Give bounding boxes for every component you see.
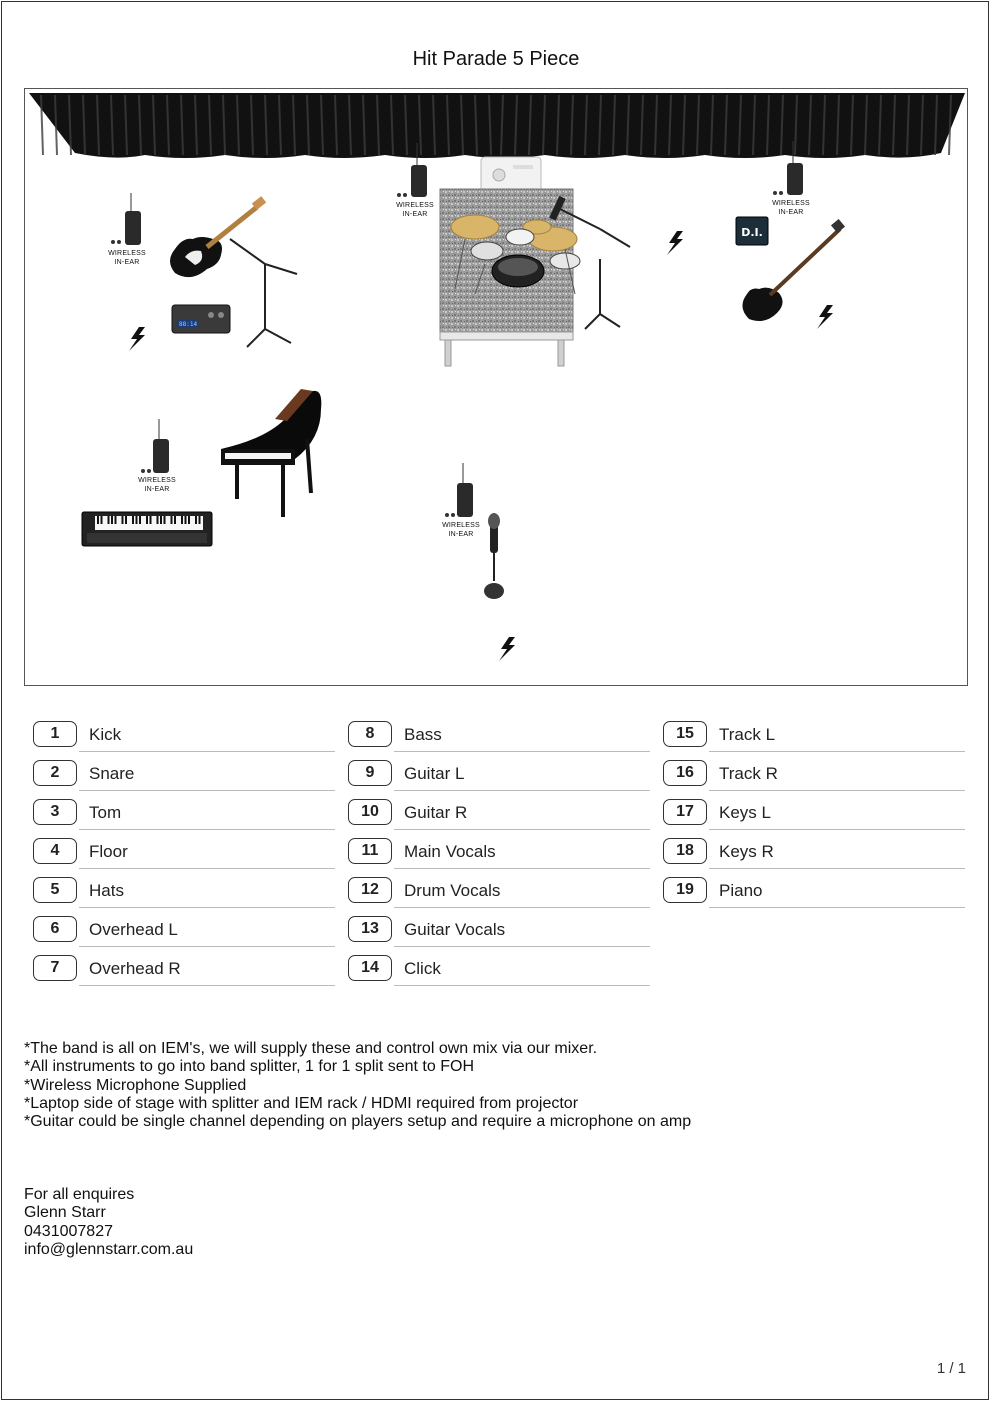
mic-stand-guitar [230,239,297,347]
contact-block [24,1186,193,1259]
channel-number: 17 [663,799,707,825]
channel-number: 4 [33,838,77,864]
projector [481,157,541,193]
channel-row [663,799,965,838]
power-icon [129,327,145,351]
iem-pack-guitar [111,193,141,245]
channel-name: Track L [719,725,776,744]
iem-label-vocals: WIRELESS IN-EAR [442,522,480,538]
channel-name: Hats [89,881,124,900]
iem-label-drums: WIRELESS IN-EAR [396,202,434,218]
channel-row [33,799,335,838]
channel-number: 7 [33,955,77,981]
channel-number: 13 [348,916,392,942]
curtain [29,93,965,158]
channel-name: Tom [89,803,122,822]
channel-number: 15 [663,721,707,747]
channel-number: 5 [33,877,77,903]
channel-name: Piano [719,881,763,900]
channel-row [348,799,650,838]
channel-row [348,838,650,877]
channel-name: Click [404,959,441,978]
channel-name: Kick [89,725,122,744]
page-number: 1 / 1 [936,1360,966,1377]
channel-column-3 [663,721,965,916]
channel-number: 14 [348,955,392,981]
electric-guitar [170,196,266,277]
contact-email: info@glennstarr.com.au [24,1240,194,1258]
channel-row [33,760,335,799]
note-line: *Laptop side of stage with splitter and IEM rack / HDMI required from projector [24,1094,579,1112]
notes [24,1040,691,1131]
channel-name: Main Vocals [404,842,496,861]
channel-name: Track R [719,764,778,783]
channel-column-2 [348,721,650,994]
iem-label-guitar: WIRELESS IN-EAR [108,250,146,266]
channel-column-1 [33,721,335,994]
channel-number: 10 [348,799,392,825]
channel-number: 3 [33,799,77,825]
note-line: *All instruments to go into band splitter, 1 for 1 split sent to FOH [24,1058,474,1076]
channel-name: Bass [404,725,442,744]
power-icon [499,637,515,661]
di-box [736,217,768,245]
channel-name: Guitar Vocals [404,920,506,939]
channel-number: 6 [33,916,77,942]
channel-number: 8 [348,721,392,747]
channel-name: Guitar R [404,803,468,822]
channel-name: Floor [89,842,128,861]
channel-name: Drum Vocals [404,881,501,900]
page-title: Hit Parade 5 Piece [412,48,580,70]
channel-row [663,721,965,760]
contact-phone: 0431007827 [24,1222,113,1240]
guitar-pedalboard [172,305,230,333]
channel-row [33,955,335,994]
contact-heading: For all enquires [24,1186,135,1203]
power-icon [667,231,683,255]
note-line: *Guitar could be single channel depending on players setup and require a microphone on amp [24,1113,692,1131]
note-line: *The band is all on IEM's, we will supply these and control own mix via our mixer. [24,1040,598,1057]
keyboard [82,512,212,546]
iem-label-bass: WIRELESS IN-EAR [772,200,810,216]
grand-piano [221,389,321,517]
channel-number: 9 [348,760,392,786]
channel-row [348,721,650,760]
channel-row [33,916,335,955]
channel-row [348,760,650,799]
channel-name: Keys L [719,803,771,822]
channel-number: 1 [33,721,77,747]
channel-number: 16 [663,760,707,786]
stage-drawing [25,89,969,687]
channel-number: 12 [348,877,392,903]
channel-number: 2 [33,760,77,786]
channel-row [663,838,965,877]
iem-pack-vocals [445,463,473,517]
channel-row [348,955,650,994]
note-line: *Wireless Microphone Supplied [24,1076,247,1094]
channel-row [33,721,335,760]
channel-row [663,877,965,916]
channel-name: Snare [89,764,135,783]
channel-row [348,877,650,916]
channel-row [348,916,650,955]
channel-name: Overhead R [89,959,181,978]
channel-row [663,760,965,799]
channel-name: Keys R [719,842,774,861]
channel-row [33,838,335,877]
channel-row [33,877,335,916]
di-label: D.I. [741,226,763,239]
power-icon [817,305,833,329]
channel-name: Guitar L [404,764,465,783]
pedal-display: 88:14 [179,321,198,328]
channel-number: 18 [663,838,707,864]
channel-number: 11 [348,838,392,864]
iem-label-keys: WIRELESS IN-EAR [138,477,176,493]
contact-name: Glenn Starr [24,1204,106,1222]
stage-plot [24,88,968,686]
channel-number: 19 [663,877,707,903]
channel-name: Overhead L [89,920,178,939]
iem-pack-keys [141,419,169,473]
